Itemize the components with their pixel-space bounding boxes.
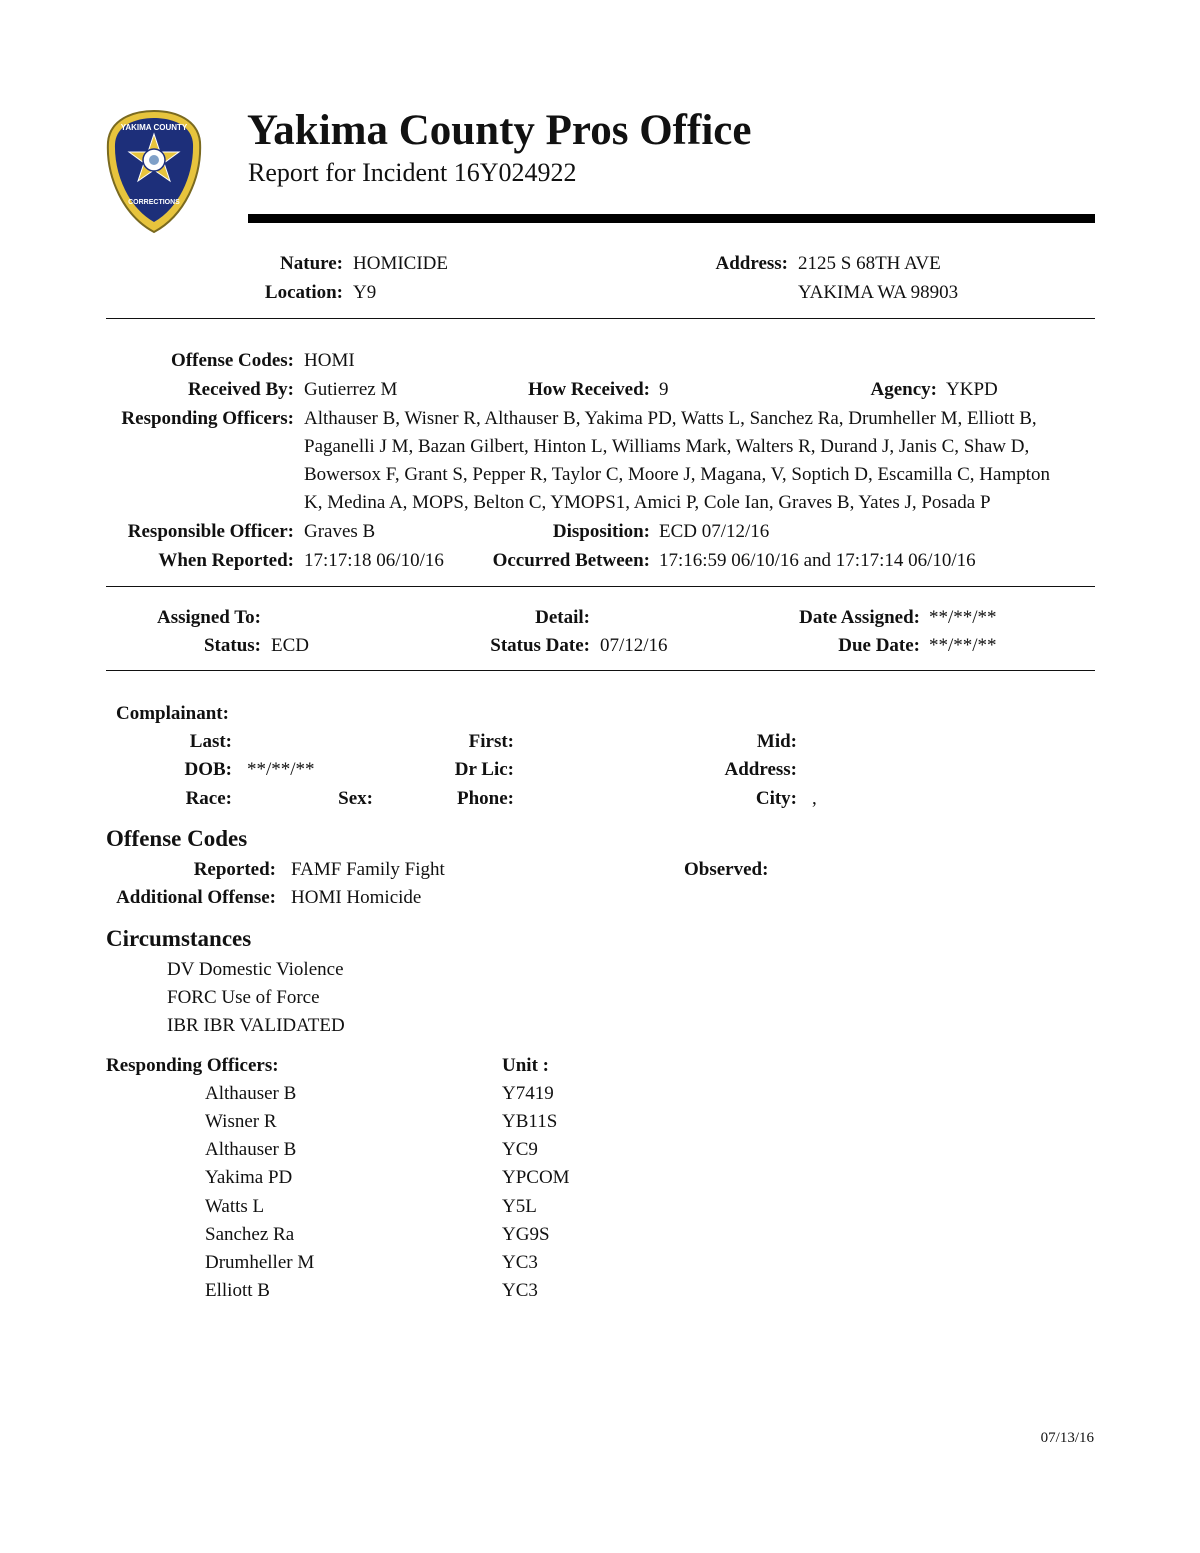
officer-unit: YB11S <box>502 1111 558 1132</box>
circumstances-heading: Circumstances <box>106 926 252 951</box>
agency-label: Agency: <box>870 379 937 400</box>
officer-unit: YC3 <box>502 1280 538 1301</box>
city-label: City: <box>755 788 797 809</box>
status-value: ECD <box>271 635 309 656</box>
phone-label: Phone: <box>457 788 514 809</box>
address-label: Address: <box>715 253 788 274</box>
offense-codes-label: Offense Codes: <box>171 350 294 371</box>
circumstance-item: FORC Use of Force <box>167 987 320 1008</box>
offense-codes-value: HOMI <box>304 350 355 371</box>
responding-officers-label: Responding Officers: <box>121 408 294 429</box>
responsible-officer-label: Responsible Officer: <box>127 521 294 542</box>
divider <box>106 670 1095 671</box>
received-by-value: Gutierrez M <box>304 379 398 400</box>
received-by-label: Received By: <box>187 379 294 400</box>
officer-unit: YPCOM <box>502 1167 570 1188</box>
county-badge-logo <box>104 108 204 236</box>
divider <box>106 586 1095 587</box>
when-reported-label: When Reported: <box>158 550 294 571</box>
address-line2: YAKIMA WA 98903 <box>798 282 959 303</box>
officer-name: Althauser B <box>205 1139 297 1160</box>
detail-label: Detail: <box>535 607 590 628</box>
responsible-officer-value: Graves B <box>304 521 376 542</box>
status-date-label: Status Date: <box>490 635 590 656</box>
svg-text:CORRECTIONS: CORRECTIONS <box>128 199 180 206</box>
when-reported-value: 17:17:18 06/10/16 <box>304 550 444 571</box>
officer-unit: Y5L <box>502 1196 537 1217</box>
header-rule <box>248 214 1095 223</box>
divider <box>106 318 1095 319</box>
due-date-label: Due Date: <box>838 635 920 656</box>
date-assigned-value: **/**/** <box>929 607 997 628</box>
complainant-heading: Complainant: <box>116 703 229 724</box>
officer-name: Watts L <box>205 1196 265 1217</box>
complainant-address-label: Address: <box>724 759 797 780</box>
status-label: Status: <box>203 635 261 656</box>
date-assigned-label: Date Assigned: <box>799 607 920 628</box>
how-received-value: 9 <box>659 379 669 400</box>
reported-label: Reported: <box>193 859 276 880</box>
disposition-label: Disposition: <box>552 521 650 542</box>
assigned-to-label: Assigned To: <box>156 607 261 628</box>
sex-label: Sex: <box>338 788 373 809</box>
occurred-between-value: 17:16:59 06/10/16 and 17:17:14 06/10/16 <box>659 550 976 571</box>
officers-table-header-unit: Unit : <box>502 1055 549 1076</box>
responding-officers-line: K, Medina A, MOPS, Belton C, YMOPS1, Amici P, Cole Ian, Graves B, Yates J, Posada P <box>304 492 991 513</box>
last-label: Last: <box>189 731 232 752</box>
occurred-between-label: Occurred Between: <box>492 550 650 571</box>
mid-label: Mid: <box>756 731 797 752</box>
address-line1: 2125 S 68TH AVE <box>798 253 941 274</box>
officer-unit: YC9 <box>502 1139 538 1160</box>
agency-value: YKPD <box>946 379 998 400</box>
status-date-value: 07/12/16 <box>600 635 668 656</box>
additional-offense-value: HOMI Homicide <box>291 887 422 908</box>
nature-label: Nature: <box>280 253 343 274</box>
officer-unit: YC3 <box>502 1252 538 1273</box>
race-label: Race: <box>185 788 232 809</box>
responding-officers-line: Althauser B, Wisner R, Althauser B, Yakima PD, Watts L, Sanchez Ra, Drumheller M, Elliott B, <box>304 408 1037 429</box>
responding-officers-line: Paganelli J M, Bazan Gilbert, Hinton L, Williams Mark, Walters R, Durand J, Janis C, Shaw D, <box>304 436 1030 457</box>
officer-unit: YG9S <box>502 1224 550 1245</box>
first-label: First: <box>468 731 514 752</box>
additional-offense-label: Additional Offense: <box>116 887 276 908</box>
report-title: Yakima County Pros Office <box>247 107 752 154</box>
location-label: Location: <box>264 282 343 303</box>
report-subtitle: Report for Incident 16Y024922 <box>248 158 577 187</box>
officer-name: Elliott B <box>205 1280 270 1301</box>
print-date: 07/13/16 <box>1040 1430 1094 1446</box>
officer-unit: Y7419 <box>502 1083 554 1104</box>
svg-text:YAKIMA COUNTY: YAKIMA COUNTY <box>120 123 188 132</box>
reported-value: FAMF Family Fight <box>291 859 445 880</box>
offense-codes-heading: Offense Codes <box>106 826 248 851</box>
dob-label: DOB: <box>184 759 232 780</box>
how-received-label: How Received: <box>528 379 650 400</box>
circumstance-item: IBR IBR VALIDATED <box>167 1015 345 1036</box>
officer-name: Althauser B <box>205 1083 297 1104</box>
officer-name: Drumheller M <box>205 1252 315 1273</box>
location-value: Y9 <box>353 282 377 303</box>
circumstance-item: DV Domestic Violence <box>167 959 344 980</box>
city-value: , <box>812 788 817 809</box>
officer-name: Wisner R <box>205 1111 277 1132</box>
responding-officers-line: Bowersox F, Grant S, Pepper R, Taylor C, Moore J, Magana, V, Soptich D, Escamilla C, Hampton <box>304 464 1051 485</box>
dr-lic-label: Dr Lic: <box>454 759 514 780</box>
due-date-value: **/**/** <box>929 635 997 656</box>
officer-name: Yakima PD <box>205 1167 293 1188</box>
officer-name: Sanchez Ra <box>205 1224 295 1245</box>
nature-value: HOMICIDE <box>353 253 448 274</box>
disposition-value: ECD 07/12/16 <box>659 521 770 542</box>
officers-table-header-officer: Responding Officers: <box>106 1055 279 1076</box>
dob-value: **/**/** <box>247 759 315 780</box>
observed-label: Observed: <box>684 859 769 880</box>
